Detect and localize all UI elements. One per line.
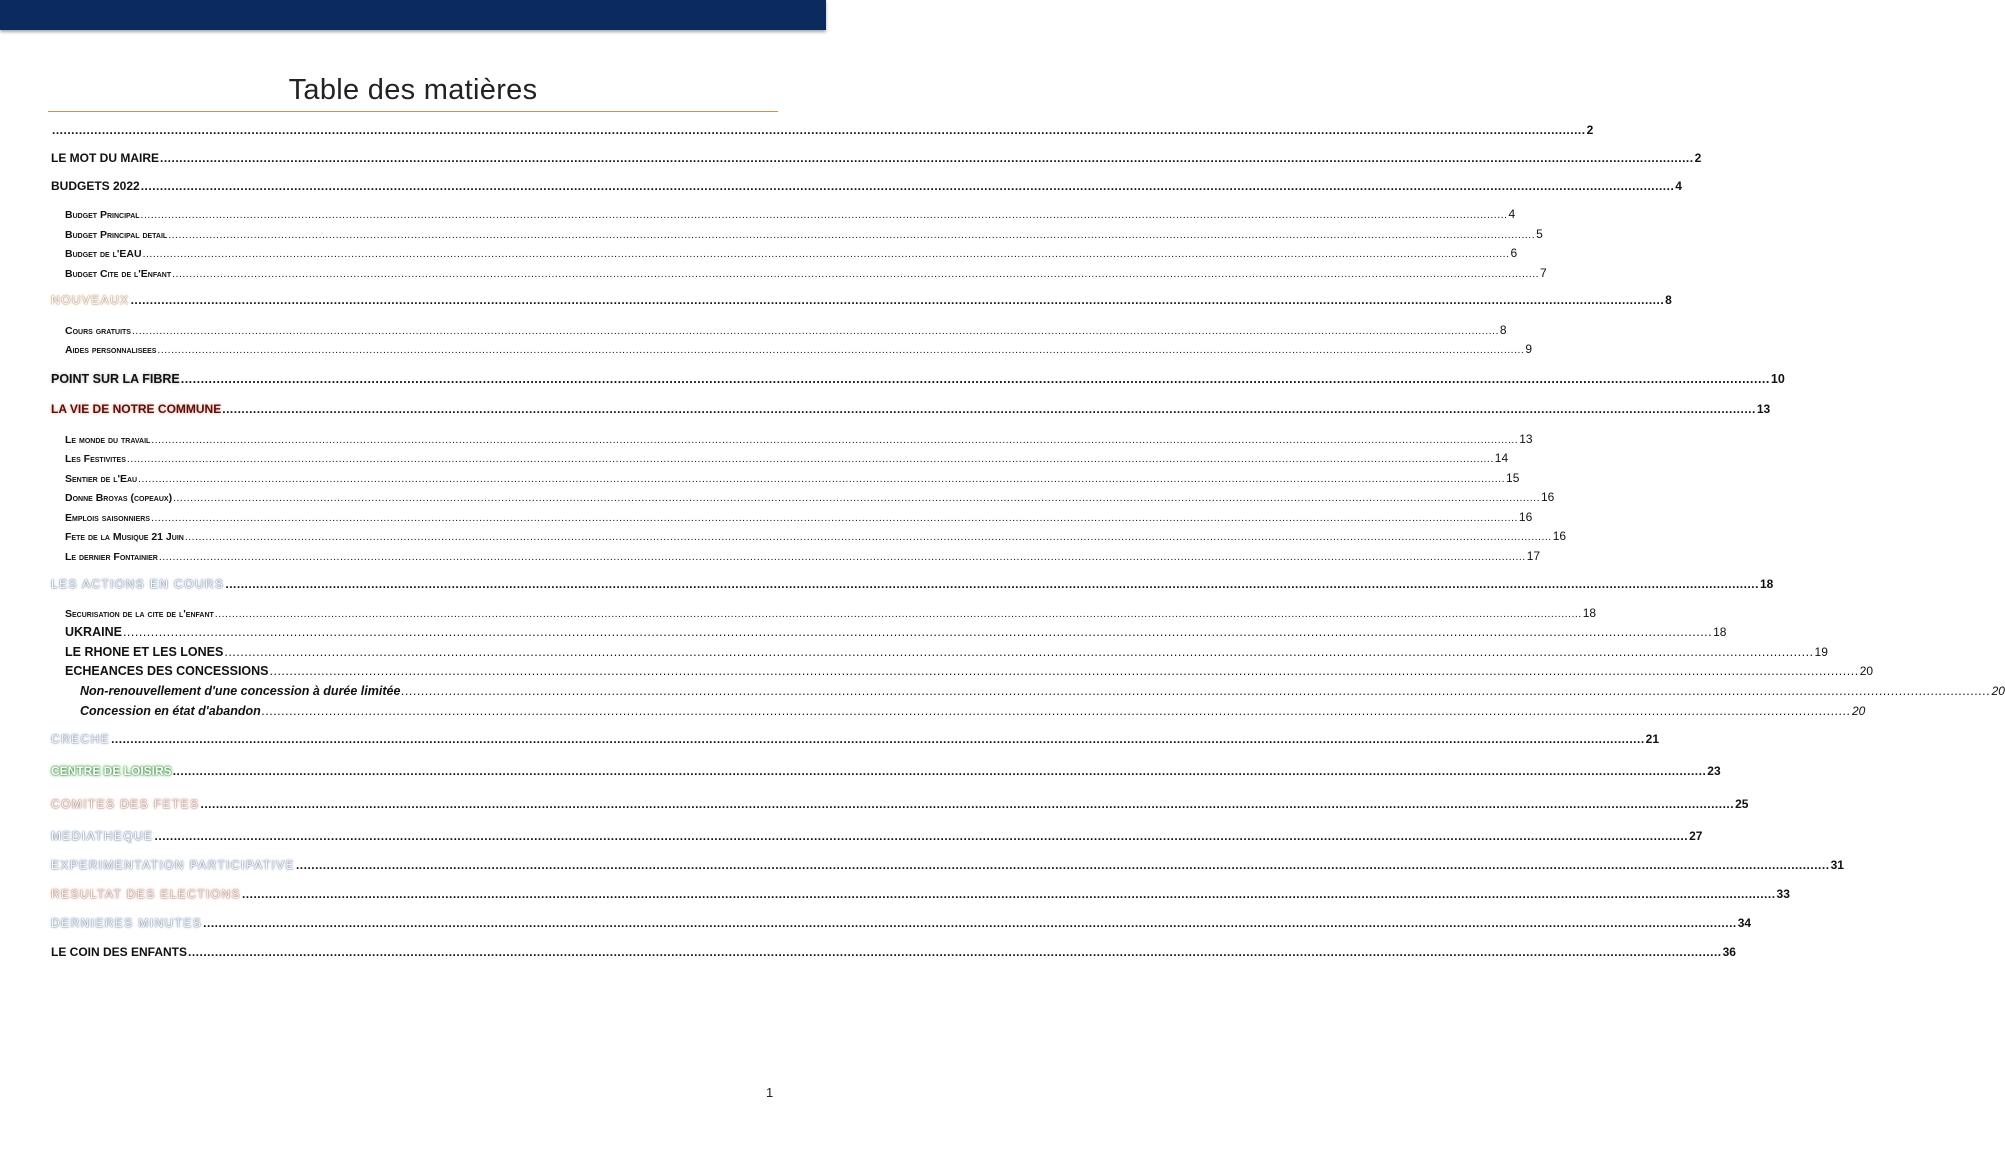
toc-entry-title: CENTRE DE LOISIRS <box>51 764 172 778</box>
toc-entry[interactable] <box>51 372 1785 386</box>
toc-entry-title: Fete de la Musique 21 Juin <box>65 531 184 543</box>
toc-entry-page: 18 <box>1582 606 1597 620</box>
toc-leader: ................................................................................................................................................................................................................................................................................................................................................................................................................ <box>225 577 1759 591</box>
toc-leader: ................................................................................................................................................................................................................................................................................................................................................................................................................ <box>160 151 1694 165</box>
toc-entry-page: 14 <box>1494 451 1509 465</box>
toc-entry-title: ECHEANCES DES CONCESSIONS <box>65 664 269 678</box>
toc-leader: ................................................................................................................................................................................................................................................................................................................................................................................................................ <box>151 512 1518 524</box>
toc-entry[interactable] <box>51 764 1721 778</box>
toc-leader: ................................................................................................................................................................................................................................................................................................................................................................................................................ <box>261 704 1851 718</box>
toc-entry-title: Le monde du travail <box>65 434 151 446</box>
toc-entry-page: 17 <box>1526 549 1541 563</box>
toc-entry[interactable] <box>51 179 1682 193</box>
toc-entry-page: 16 <box>1552 529 1567 543</box>
toc-entry-page: 36 <box>1722 945 1736 959</box>
toc-entry[interactable] <box>51 293 1672 307</box>
toc-entry[interactable] <box>65 549 1541 563</box>
toc-entry[interactable] <box>51 151 1702 165</box>
toc-entry[interactable] <box>65 645 1828 659</box>
toc-entry-page: 4 <box>1508 207 1516 221</box>
toc-entry-page: 13 <box>1756 402 1771 416</box>
toc-entry-page: 25 <box>1735 797 1749 811</box>
toc-entry-title: Le dernier Fontainier <box>65 551 158 563</box>
toc-leader: ................................................................................................................................................................................................................................................................................................................................................................................................................ <box>140 209 1508 221</box>
toc-leader: ................................................................................................................................................................................................................................................................................................................................................................................................................ <box>111 732 1645 746</box>
toc-entry-page: 4 <box>1675 179 1682 193</box>
toc-entry-page: 18 <box>1759 577 1774 591</box>
toc-entry-page: 8 <box>1665 293 1672 307</box>
toc-leader: ................................................................................................................................................................................................................................................................................................................................................................................................................ <box>184 531 1552 543</box>
toc-entry[interactable] <box>65 606 1597 620</box>
toc-entry-page: 16 <box>1541 490 1555 504</box>
page-number: 1 <box>766 1085 774 1100</box>
toc-entry-page: 34 <box>1737 916 1752 930</box>
toc-entry-title: LA VIE DE NOTRE COMMUNE <box>51 402 222 416</box>
toc-entry[interactable] <box>65 432 1533 446</box>
toc-entry[interactable] <box>65 246 1518 260</box>
toc-entry[interactable] <box>65 471 1520 485</box>
toc-entry-title: LE COIN DES ENFANTS <box>51 945 188 959</box>
toc-leader: ................................................................................................................................................................................................................................................................................................................................................................................................................ <box>52 123 1586 137</box>
title-divider <box>48 111 778 112</box>
toc-entry-title: RESULTAT DES ELECTIONS <box>51 887 241 901</box>
toc-entry-page: 15 <box>1506 471 1520 485</box>
toc-leader: ................................................................................................................................................................................................................................................................................................................................................................................................................ <box>180 372 1770 386</box>
toc-entry-title: BUDGETS 2022 <box>51 179 140 193</box>
toc-entry-title: LES ACTIONS EN COURS <box>51 577 225 591</box>
toc-entry-page: 18 <box>1713 625 1727 639</box>
toc-entry[interactable] <box>80 704 1866 718</box>
toc-entry[interactable] <box>51 732 1660 746</box>
toc-entry-page: 20 <box>1851 704 1866 718</box>
toc-entry-page: 33 <box>1776 887 1790 901</box>
toc-entry[interactable] <box>51 887 1790 901</box>
toc-leader: ................................................................................................................................................................................................................................................................................................................................................................................................................ <box>168 229 1536 241</box>
toc-entry-page: 7 <box>1540 266 1547 280</box>
toc-entry-title: Les Festivites <box>65 453 126 465</box>
toc-leader: ................................................................................................................................................................................................................................................................................................................................................................................................................ <box>158 551 1526 563</box>
toc-entry-title: UKRAINE <box>65 625 122 639</box>
toc-entry[interactable] <box>65 451 1509 465</box>
header-bar <box>0 0 826 30</box>
toc-entry-page: 20 <box>1991 684 2005 698</box>
toc-entry-page: 10 <box>1770 372 1785 386</box>
toc-entry-page: 27 <box>1689 829 1703 843</box>
toc-entry[interactable] <box>51 577 1774 591</box>
toc-leader: ................................................................................................................................................................................................................................................................................................................................................................................................................ <box>200 797 1735 811</box>
toc-leader: ................................................................................................................................................................................................................................................................................................................................................................................................................ <box>188 945 1722 959</box>
toc-leader: ................................................................................................................................................................................................................................................................................................................................................................................................................ <box>222 402 1756 416</box>
toc-entry-title: Non-renouvellement d'une concession à durée limitée <box>80 684 401 698</box>
toc-entry[interactable] <box>51 916 1752 930</box>
toc-entry-title: POINT SUR LA FIBRE <box>51 372 180 386</box>
toc-entry-page: 5 <box>1536 227 1543 241</box>
toc-entry-title: Aides personnalisees <box>65 344 157 356</box>
toc-entry[interactable] <box>51 829 1703 843</box>
toc-entry-title: Emplois saisonniers <box>65 512 150 524</box>
page-title: Table des matières <box>288 74 538 106</box>
toc-entry-title: Cours gratuits <box>65 325 131 337</box>
toc-leader: ................................................................................................................................................................................................................................................................................................................................................................................................................ <box>142 248 1510 260</box>
toc-entry-page: 21 <box>1645 732 1660 746</box>
toc-leader: ................................................................................................................................................................................................................................................................................................................................................................................................................ <box>151 434 1519 446</box>
toc-entry[interactable] <box>65 266 1547 280</box>
toc-entry[interactable] <box>51 797 1749 811</box>
toc-leader: ................................................................................................................................................................................................................................................................................................................................................................................................................ <box>172 764 1707 778</box>
toc-entry[interactable] <box>51 402 1771 416</box>
toc-leader: ................................................................................................................................................................................................................................................................................................................................................................................................................ <box>131 325 1499 337</box>
toc-entry-title: CRECHE <box>51 732 111 746</box>
toc-entry-title: LE RHONE ET LES LONES <box>65 645 224 659</box>
toc-entry-page: 23 <box>1707 764 1721 778</box>
toc-entry-title: Donne Broyas (copeaux) <box>65 492 173 504</box>
toc-entry-page: 2 <box>1694 151 1702 165</box>
toc-entry-page: 16 <box>1518 510 1533 524</box>
toc-entry-title: Concession en état d'abandon <box>80 704 261 718</box>
toc-entry-title: MEDIATHEQUE <box>51 829 154 843</box>
toc-leader: ................................................................................................................................................................................................................................................................................................................................................................................................................ <box>154 829 1689 843</box>
toc-entry[interactable] <box>65 207 1516 221</box>
toc-entry-title: Budget Principal <box>65 209 140 221</box>
toc-leader: ................................................................................................................................................................................................................................................................................................................................................................................................................ <box>241 887 1776 901</box>
toc-leader: ................................................................................................................................................................................................................................................................................................................................................................................................................ <box>173 492 1540 504</box>
toc-entry[interactable] <box>65 342 1533 356</box>
toc-entry-page: 6 <box>1510 246 1518 260</box>
toc-leader: ................................................................................................................................................................................................................................................................................................................................................................................................................ <box>172 268 1540 280</box>
toc-leader: ................................................................................................................................................................................................................................................................................................................................................................................................................ <box>130 293 1665 307</box>
toc-entry-title: DERNIERES MINUTES <box>51 916 203 930</box>
toc-leader: ................................................................................................................................................................................................................................................................................................................................................................................................................ <box>269 664 1859 678</box>
toc-entry[interactable] <box>65 323 1507 337</box>
toc-entry[interactable] <box>65 529 1567 543</box>
toc-leader: ................................................................................................................................................................................................................................................................................................................................................................................................................ <box>203 916 1737 930</box>
toc-entry[interactable] <box>65 510 1533 524</box>
toc-entry[interactable] <box>65 664 1874 678</box>
toc-entry-title: Budget Principal detail <box>65 229 168 241</box>
toc-entry[interactable] <box>65 625 1727 639</box>
toc-leader: ................................................................................................................................................................................................................................................................................................................................................................................................................ <box>157 344 1525 356</box>
toc-entry[interactable] <box>80 684 2005 698</box>
toc-entry-title: NOUVEAUX <box>51 293 130 307</box>
toc-entry[interactable] <box>51 945 1736 959</box>
toc-entry-title: Budget Cite de l'Enfant <box>65 268 172 280</box>
toc-entry[interactable] <box>65 490 1555 504</box>
toc-entry-title: LE MOT DU MAIRE <box>51 151 159 165</box>
toc-leader: ................................................................................................................................................................................................................................................................................................................................................................................................................ <box>214 608 1582 620</box>
toc-leader: ................................................................................................................................................................................................................................................................................................................................................................................................................ <box>126 453 1494 465</box>
toc-entry-page: 31 <box>1830 858 1844 872</box>
toc-leader: ................................................................................................................................................................................................................................................................................................................................................................................................................ <box>140 179 1675 193</box>
toc-leader: ................................................................................................................................................................................................................................................................................................................................................................................................................ <box>224 645 1814 659</box>
toc-entry[interactable] <box>51 858 1844 872</box>
toc-leader: ................................................................................................................................................................................................................................................................................................................................................................................................................ <box>401 684 1991 698</box>
toc-leader: ................................................................................................................................................................................................................................................................................................................................................................................................................ <box>138 473 1506 485</box>
toc-entry[interactable] <box>51 123 1594 137</box>
toc-entry-page: 8 <box>1499 323 1507 337</box>
toc-entry-page: 13 <box>1519 432 1533 446</box>
toc-entry-page: 2 <box>1586 123 1594 137</box>
toc-entry-page: 19 <box>1814 645 1828 659</box>
toc-entry-title: Budget de l'EAU <box>65 248 142 260</box>
toc-entry-title: EXPERIMENTATION PARTICIPATIVE <box>51 858 295 872</box>
toc-entry[interactable] <box>65 227 1543 241</box>
toc-entry-page: 9 <box>1525 342 1533 356</box>
toc-entry-title: COMITES DES FETES <box>51 797 200 811</box>
toc-leader: ................................................................................................................................................................................................................................................................................................................................................................................................................ <box>295 858 1830 872</box>
toc-entry-title: Sentier de l'Eau <box>65 473 138 485</box>
toc-entry-page: 20 <box>1859 664 1874 678</box>
toc-leader: ................................................................................................................................................................................................................................................................................................................................................................................................................ <box>122 625 1713 639</box>
toc-entry-title: Securisation de la cite de l'enfant <box>65 608 214 620</box>
